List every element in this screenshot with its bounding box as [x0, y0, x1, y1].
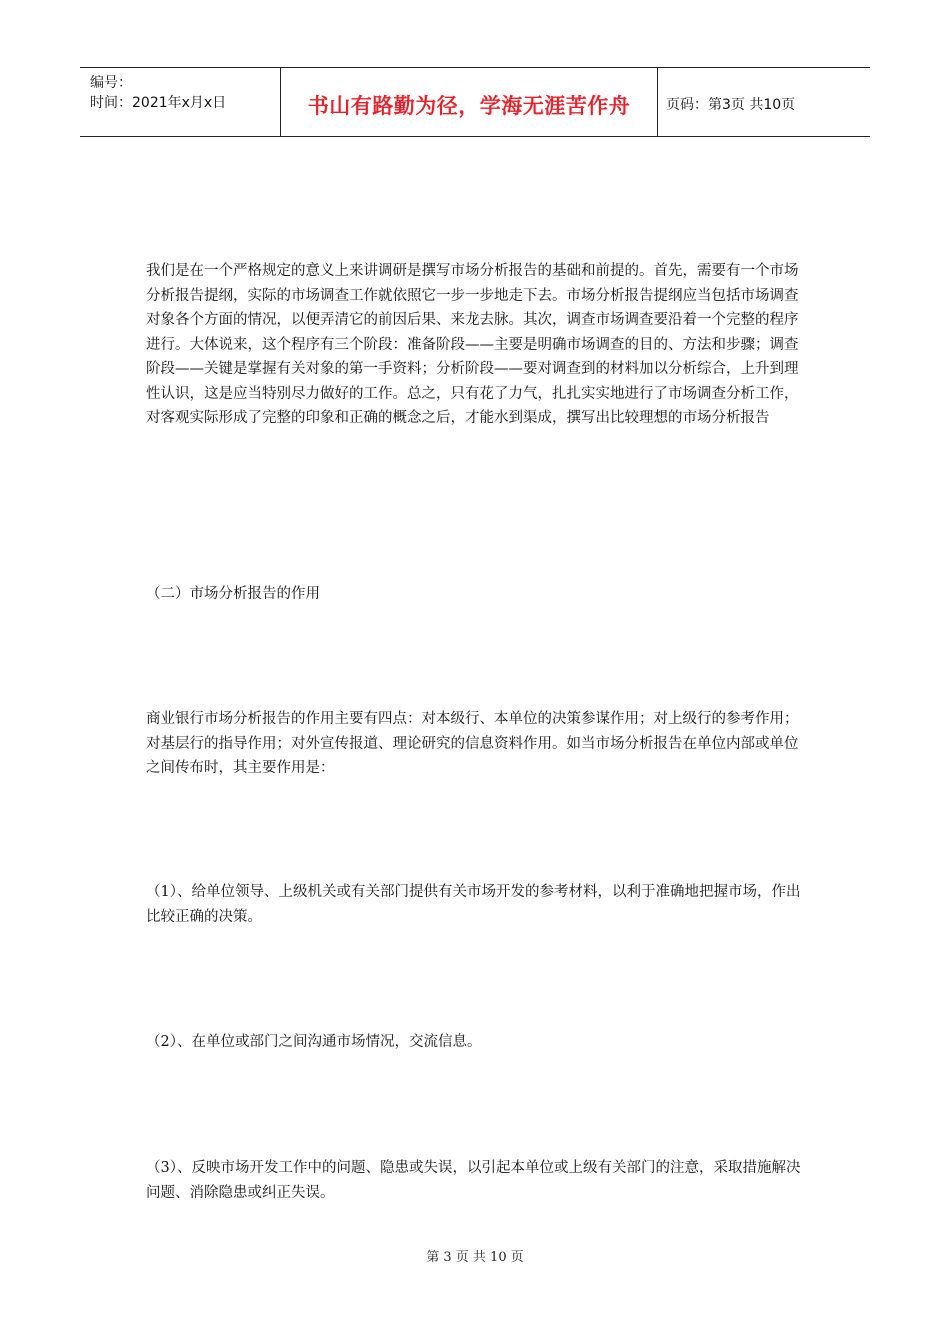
- header-page-code: 页码：第3页 共10页: [666, 97, 796, 113]
- paragraph-report-functions: 商业银行市场分析报告的作用主要有四点：对本级行、本单位的决策参谋作用；对上级行的参考作用；对基层行的指导作用；对外宣传报道、理论研究的信息资料作用。如当市场分析报告在单位内部或单位之间传布时，其主要作用是：: [146, 711, 799, 776]
- header-motto: 书山有路勤为径，学海无涯苦作舟: [307, 94, 631, 118]
- header-motto-cell: [281, 68, 658, 136]
- document-time-label: 时间：2021年x月x日: [90, 95, 227, 111]
- list-item-2: （2）、在单位或部门之间沟通市场情况，交流信息。: [146, 1034, 482, 1050]
- list-item-1: （1）、给单位领导、上级机关或有关部门提供有关市场开发的参考材料，以利于准确地把握市场，作出比较正确的决策。: [146, 884, 801, 925]
- list-item-3: （3）、反映市场开发工作中的问题、隐患或失误，以引起本单位或上级有关部门的注意，采取措施解决问题、消除隐患或纠正失误。: [146, 1160, 801, 1201]
- paragraph-research-basis: 我们是在一个严格规定的意义上来讲调研是撰写市场分析报告的基础和前提的。首先，需要有一个市场分析报告提纲，实际的市场调查工作就依照它一步一步地走下去。市场分析报告提纲应当包括市场调查对象各个方面的情况，以便弄清它的前因后果、来龙去脉。其次，调查市场调查要沿着一个完整的程序进行。大体说来，这个程序有三个阶段：准备阶段——主要是明确市场调查的目的、方法和步骤；调查阶段——关键是掌握有关对象的第一手资料；分析阶段——要对调查到的材料加以分析综合，上升到理性认识，这是应当特别尽力做好的工作。总之，只有花了力气，扎扎实实地进行了市场调查分析工作，对客观实际形成了完整的印象和正确的概念之后，才能水到渠成，撰写出比较理想的市场分析报告: [146, 263, 799, 426]
- document-number-label: 编号：: [90, 75, 132, 91]
- section-heading-report-role: （二）市场分析报告的作用: [146, 586, 320, 602]
- header-meta-cell: [80, 68, 281, 136]
- page-footer: 第 3 页 共 10 页: [426, 1250, 524, 1265]
- header-page-cell: [658, 68, 870, 136]
- document-header: [80, 67, 870, 137]
